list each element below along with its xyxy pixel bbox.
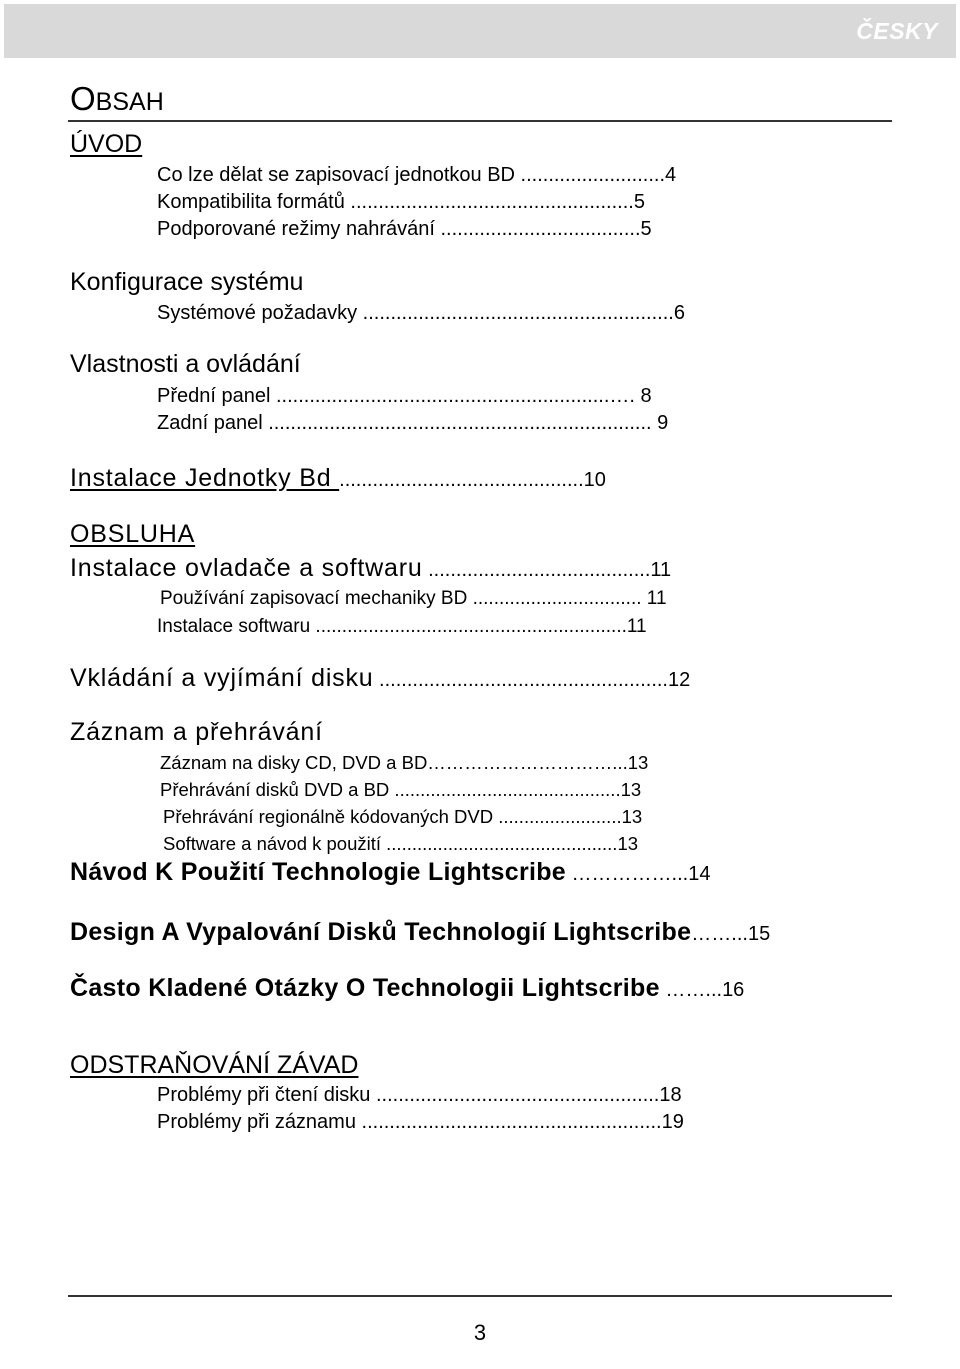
- section-heading-lightscribe-design: Design A Vypalování Disků Technologií Lightscribe……...15: [70, 918, 771, 946]
- subsection-heading-ovladace: Instalace ovladače a softwaru ........................................11: [70, 554, 672, 582]
- toc-title-initial: O: [70, 80, 96, 117]
- toc-item: Podporované režimy nahrávání ....................................5: [157, 218, 652, 240]
- section-heading-uvod: ÚVOD: [70, 130, 143, 158]
- section-heading-lightscribe-faq: Často Kladené Otázky O Technologii Lightscribe ……...16: [70, 974, 745, 1002]
- header-bar: [4, 4, 956, 58]
- toc-item: Používání zapisovací mechaniky BD ................................ 11: [160, 588, 667, 609]
- toc-item: Instalace softwaru ...........................................................11: [157, 616, 647, 637]
- top-divider: [68, 120, 892, 122]
- footer-divider: [68, 1295, 892, 1297]
- section-heading-vkladani: Vkládání a vyjímání disku ....................................................12: [70, 664, 691, 692]
- toc-item: Kompatibilita formátů ...................................................5: [157, 191, 645, 213]
- section-heading-lightscribe-navod: Návod K Použití Technologie Lightscribe ……………...14: [70, 858, 711, 886]
- toc-title-rest: BSAH: [95, 88, 164, 116]
- section-heading-odstranovani: ODSTRAŇOVÁNÍ ZÁVAD: [70, 1051, 359, 1079]
- toc-item: Co lze dělat se zapisovací jednotkou BD ..........................4: [157, 164, 677, 186]
- section-heading-zaznam: Záznam a přehrávání: [70, 718, 323, 746]
- section-heading-konfigurace: Konfigurace systému: [70, 268, 304, 296]
- toc-item: Zadní panel ..................................................................... 9: [157, 412, 669, 434]
- toc-item: Problémy při záznamu ......................................................19: [157, 1111, 684, 1133]
- toc-item: Přehrávání disků DVD a BD ............................................13: [160, 779, 642, 800]
- toc-item: Přední panel ............................................................…. 8: [157, 385, 652, 407]
- section-heading-vlastnosti: Vlastnosti a ovládání: [70, 350, 301, 378]
- section-heading-obsluha: OBSLUHA: [70, 520, 196, 548]
- toc-item: Software a návod k použití .............................................13: [163, 833, 639, 854]
- toc-title: [70, 80, 164, 118]
- toc-item: Problémy při čtení disku ...................................................18: [157, 1084, 682, 1106]
- toc-item: Systémové požadavky ........................................................6: [157, 302, 685, 324]
- page-number: 3: [473, 1320, 487, 1345]
- language-label: ČESKY: [856, 18, 938, 44]
- toc-item: Záznam na disky CD, DVD a BD…………………………...13: [160, 752, 649, 773]
- section-heading-instalace: Instalace Jednotky Bd ............................................10: [70, 464, 606, 492]
- toc-item: Přehrávání regionálně kódovaných DVD ........................13: [163, 806, 643, 827]
